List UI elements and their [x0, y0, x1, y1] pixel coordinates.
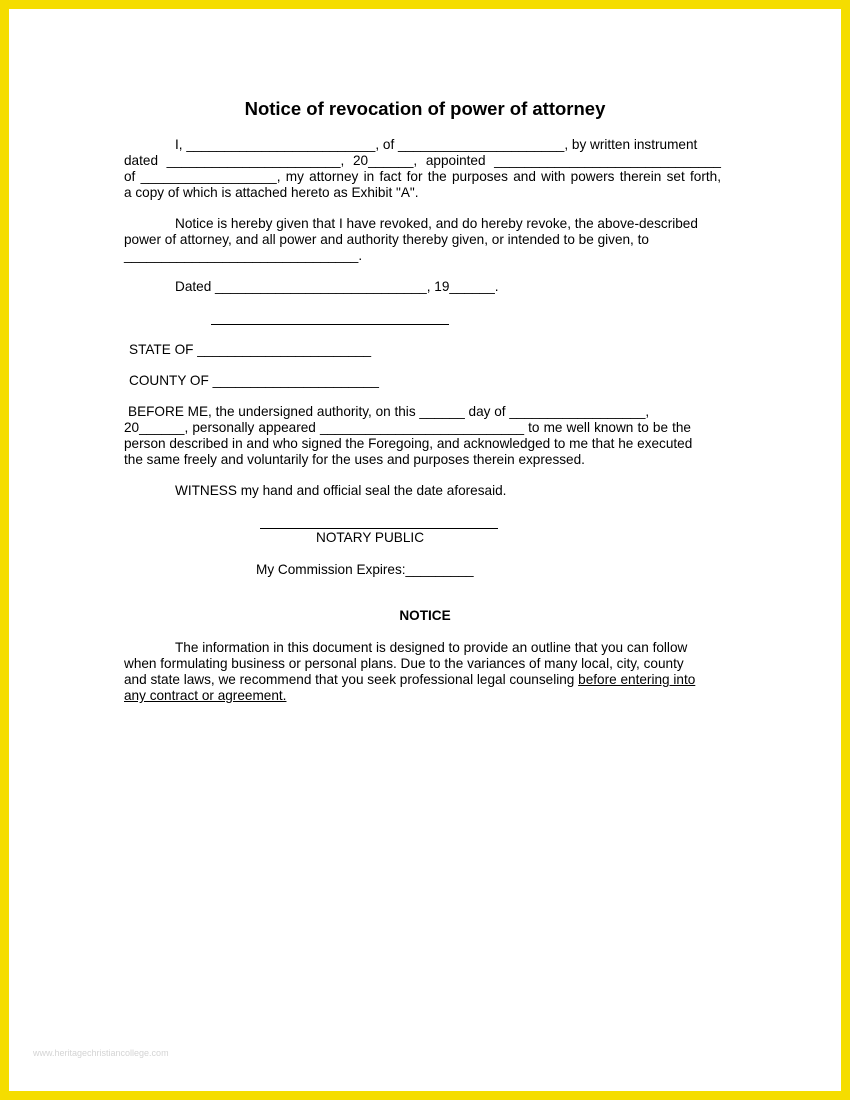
notice-underlined-text: before entering into	[578, 672, 696, 687]
para2-line3: _______________________________.	[124, 248, 363, 263]
para1-line1: I, _________________________, of ______________________, by written instrument	[175, 137, 698, 152]
dated-line: Dated ____________________________, 19______.	[175, 279, 499, 294]
county-line: COUNTY OF ______________________	[129, 373, 379, 388]
para3-line2: 20______, personally appeared ___________________________ to me well known to be the	[124, 420, 691, 435]
document-title: Notice of revocation of power of attorney	[244, 98, 606, 119]
para2-line1: Notice is hereby given that I have revoked, and do hereby revoke, the above-described	[175, 216, 698, 231]
para3-line3: person described in and who signed the Foregoing, and acknowledged to me that he executed	[124, 436, 693, 451]
witness-line: WITNESS my hand and official seal the date aforesaid.	[175, 483, 507, 498]
signature-line	[211, 324, 449, 325]
notary-public-label: NOTARY PUBLIC	[316, 530, 425, 545]
notice-line1: The information in this document is designed to provide an outline that you can follow	[175, 640, 688, 655]
para1-line3: of __________________, my attorney in fact for the purposes and with powers therein set forth,	[124, 169, 721, 184]
watermark: www.heritagechristiancollege.com	[33, 1048, 169, 1058]
commission-expires-line: My Commission Expires:_________	[256, 562, 474, 577]
notice-line3-text: and state laws, we recommend that you seek professional legal counseling	[124, 672, 579, 687]
para1-line2: dated _______________________, 20______, appointed ______________________________	[124, 153, 721, 168]
notary-signature-line	[260, 528, 498, 529]
state-line: STATE OF _______________________	[129, 342, 372, 357]
para1-line4: a copy of which is attached hereto as Exhibit "A".	[124, 185, 419, 200]
para3-line4: the same freely and voluntarily for the uses and purposes therein expressed.	[124, 452, 585, 467]
para2-line2: power of attorney, and all power and authority thereby given, or intended to be given, to	[124, 232, 649, 247]
notice-line2: when formulating business or personal plans. Due to the variances of many local, city, county	[124, 656, 684, 671]
notice-line3	[124, 672, 695, 688]
para3-line1: BEFORE ME, the undersigned authority, on this ______ day of __________________,	[128, 404, 650, 419]
notice-line4: any contract or agreement.	[124, 688, 287, 703]
notice-heading: NOTICE	[399, 608, 451, 623]
